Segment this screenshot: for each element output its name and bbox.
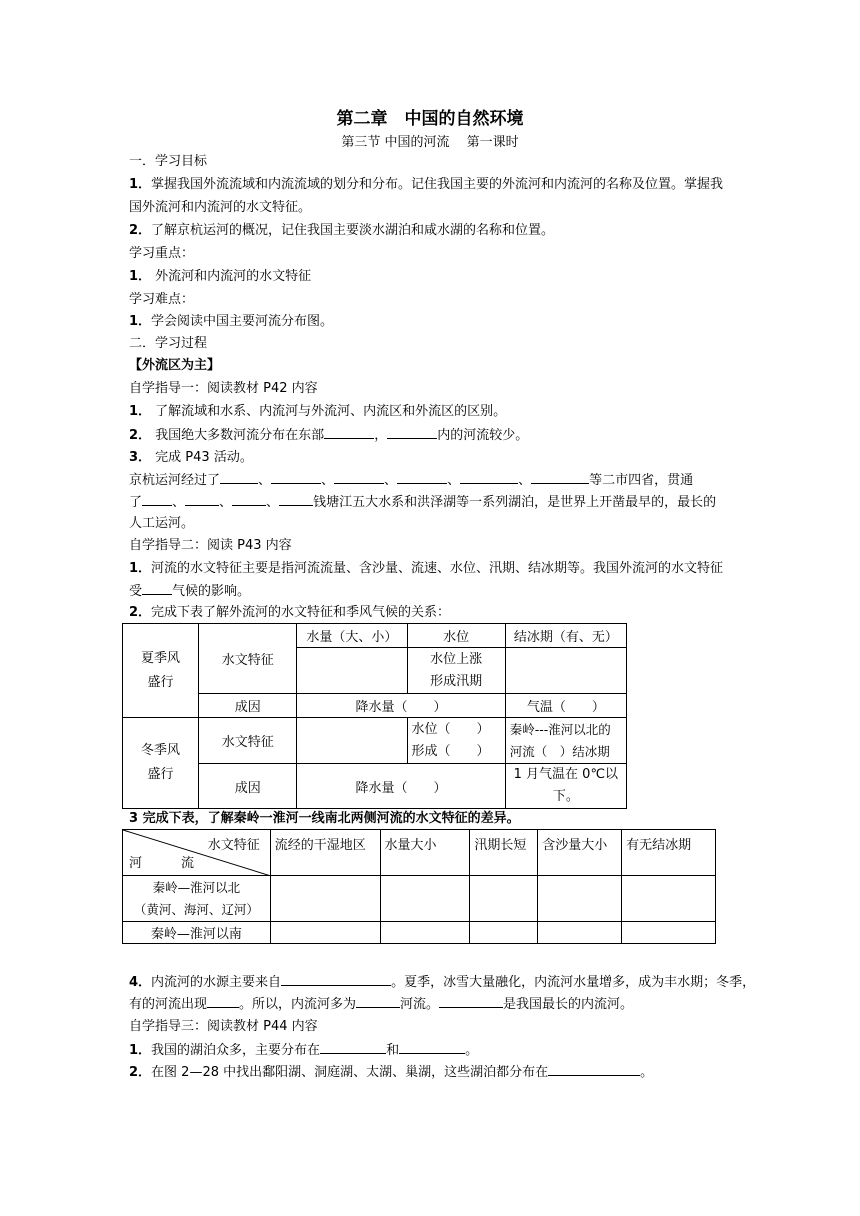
guide-2-item-3: 3 完成下表，了解秦岭一淮河一线南北两侧河流的水文特征的差异。 — [129, 811, 520, 826]
guide-1-item-3 — [129, 449, 253, 466]
fill-blank[interactable] — [220, 471, 258, 484]
summer-level-cell — [407, 648, 505, 694]
winter-level-line-1: 水位（ ） — [411, 721, 490, 737]
table-cell-answer[interactable] — [622, 876, 716, 922]
fill-blank[interactable] — [387, 426, 437, 439]
diagonal-header-cell — [123, 830, 271, 876]
monsoon-table — [122, 623, 627, 809]
fill-blank[interactable] — [207, 995, 239, 1008]
fill-blank[interactable] — [320, 1041, 386, 1054]
winter-cause-label: 成因 — [199, 764, 297, 809]
guide-2-item-1-text-c: 气候的影响。 — [172, 584, 251, 599]
fill-blank[interactable] — [399, 1041, 465, 1054]
summer-monsoon-cell — [123, 624, 199, 718]
summer-monsoon-label: 夏季风盛行 — [141, 650, 181, 690]
key-points-label: 学习重点： — [129, 246, 195, 261]
diagonal-header-top: 水文特征 — [207, 838, 260, 853]
guide-2-item-4-text-d: 。所以，内流河多为 — [239, 997, 357, 1012]
canal-text-b: 等二市四省，贯通 — [589, 473, 694, 488]
separator: 、 — [321, 473, 335, 488]
guide-2-item-4-cont — [129, 995, 633, 1013]
north-row-label — [123, 876, 271, 922]
difficulty-1 — [129, 313, 333, 330]
chapter-title: 第二章 中国的自然环境 — [336, 109, 524, 129]
fill-blank[interactable] — [334, 471, 384, 484]
guide-2-item-4-text-c: 有的河流出现 — [129, 997, 208, 1012]
winter-rain-cell: 降水量（ ） — [297, 764, 505, 809]
col-header-ice: 有无结冰期 — [622, 830, 716, 876]
separator: 、 — [219, 495, 233, 510]
guide-2-item-4-text-b: 。夏季，冰雪大量融化，内流河水量增多，成为丰水期；冬季， — [391, 975, 756, 990]
qinling-table — [122, 829, 716, 944]
guide-3-item-2 — [129, 1063, 653, 1081]
north-label-line-1: 秦岭—淮河以北 — [152, 879, 241, 895]
guide-3-item-1-text-b: 和 — [386, 1043, 400, 1058]
guide-2-heading: 自学指导二：阅读 P43 内容 — [129, 538, 292, 553]
header-ice-period: 结冰期（有、无） — [505, 624, 626, 648]
guide-2-item-4 — [129, 973, 755, 991]
winter-monsoon-label: 冬季风盛行 — [141, 743, 181, 782]
table-cell-answer[interactable] — [538, 876, 622, 922]
key-point-1 — [129, 268, 311, 285]
summer-feature-label: 水文特征 — [199, 624, 297, 694]
guide-1-heading: 自学指导一：阅读教材 P42 内容 — [129, 381, 318, 396]
guide-1-item-2-text-b: ， — [374, 428, 388, 443]
guide-2-item-2 — [129, 604, 450, 621]
guide-1-item-2-text-c: 内的河流较少。 — [437, 428, 529, 443]
winter-level-line-2: 形成（ ） — [411, 743, 490, 759]
separator: 、 — [258, 473, 272, 488]
summer-level-line-1: 水位上涨 — [430, 651, 483, 667]
separator: 、 — [384, 473, 398, 488]
guide-1-item-2 — [129, 426, 528, 444]
guide-2-item-4-text-f: 是我国最长的内流河。 — [503, 997, 634, 1012]
winter-ice-cell — [505, 718, 626, 764]
fill-blank[interactable] — [185, 493, 219, 506]
summer-water-answer[interactable] — [297, 648, 407, 694]
winter-temp-line-2: 下。 — [552, 789, 579, 804]
winter-monsoon-cell — [123, 718, 199, 809]
guide-2-item-2-text: 完成下表了解外流河的水文特征和季风气候的关系： — [151, 605, 451, 620]
winter-feature-label: 水文特征 — [199, 718, 297, 764]
guide-3-item-1-number: 1． — [129, 1043, 152, 1058]
table-cell-answer[interactable] — [270, 876, 380, 922]
guide-2-item-4-number: 4． — [129, 975, 152, 990]
fill-blank[interactable] — [460, 471, 518, 484]
section-heading-goals: 一．学习目标 — [129, 154, 208, 169]
canal-line-1 — [129, 471, 693, 489]
south-row-label: 秦岭—淮河以南 — [123, 922, 271, 944]
guide-1-item-1-number: 1． — [129, 404, 152, 419]
guide-2-item-4-text-a: 内流河的水源主要来自 — [151, 975, 282, 990]
north-label-line-2: （黄河、海河、辽河） — [133, 901, 259, 917]
difficulty-label: 学习难点： — [129, 292, 195, 307]
guide-2-item-2-number: 2． — [129, 605, 152, 620]
guide-3-item-2-text-b: 。 — [640, 1065, 654, 1080]
guide-1-item-2-text-a: 我国绝大多数河流分布在东部 — [151, 428, 325, 443]
guide-2-item-1-cont — [129, 582, 250, 600]
difficulty-1-number: 1． — [129, 314, 152, 329]
key-point-1-text: 外流河和内流河的水文特征 — [151, 269, 312, 284]
fill-blank[interactable] — [548, 1063, 640, 1076]
goal-1-line-1 — [129, 176, 723, 193]
table-cell-answer[interactable] — [538, 922, 622, 944]
canal-text-a: 京杭运河经过了 — [129, 473, 221, 488]
guide-3-heading: 自学指导三：阅读教材 P44 内容 — [129, 1019, 318, 1034]
canal-2-text-b: 钱塘江五大水系和洪泽湖等一系列湖泊，是世界上开凿最早的，最长的 — [313, 495, 717, 510]
guide-2-item-1-text: 河流的水文特征主要是指河流流量、含沙量、流速、水位、汛期、结冰期等。我国外流河的水文特征 — [151, 561, 724, 576]
goal-2-line — [129, 222, 554, 239]
table-cell-answer[interactable] — [270, 922, 380, 944]
table-cell-answer[interactable] — [380, 876, 470, 922]
canal-line-3: 人工运河。 — [129, 516, 195, 531]
goal-2-number: 2． — [129, 223, 152, 238]
table-cell-answer[interactable] — [380, 922, 470, 944]
goal-2-text: 了解京杭运河的概况，记住我国主要淡水湖泊和咸水湖的名称和位置。 — [151, 223, 555, 238]
col-header-sediment: 含沙量大小 — [538, 830, 622, 876]
winter-ice-line-1: 秦岭---淮河以北的 — [509, 721, 611, 737]
goal-1-line-2: 国外流河和内流河的水文特征。 — [129, 200, 312, 215]
fill-blank[interactable] — [142, 582, 172, 595]
separator: 、 — [518, 473, 532, 488]
fill-blank[interactable] — [439, 995, 503, 1008]
guide-3-item-1-text-a: 我国的湖泊众多，主要分布在 — [151, 1043, 321, 1058]
guide-2-item-1-number: 1． — [129, 561, 152, 576]
separator: 、 — [172, 495, 186, 510]
guide-1-item-1 — [129, 403, 506, 420]
header-water-level: 水位 — [407, 624, 505, 648]
summer-cause-label: 成因 — [199, 694, 297, 718]
fill-blank[interactable] — [232, 493, 266, 506]
separator: 、 — [447, 473, 461, 488]
guide-3-item-2-text-a: 在图 2—28 中找出鄱阳湖、洞庭湖、太湖、巢湖，这些湖泊都分布在 — [151, 1065, 549, 1080]
col-header-flood-length: 汛期长短 — [470, 830, 538, 876]
table-cell-answer[interactable] — [470, 922, 538, 944]
col-header-volume: 水量大小 — [380, 830, 470, 876]
guide-2-item-4-text-e: 河流。 — [400, 997, 440, 1012]
table-cell-answer[interactable] — [470, 876, 538, 922]
goal-1-number: 1． — [129, 177, 152, 192]
goal-1-text-a: 掌握我国外流流域和内流流域的划分和分布。记住我国主要的外流河和内流河的名称及位置。掌握我 — [151, 177, 724, 192]
section-heading-process: 二．学习过程 — [129, 336, 208, 351]
winter-level-cell — [407, 718, 505, 764]
fill-blank[interactable] — [279, 493, 313, 506]
winter-temp-cell — [505, 764, 626, 809]
exterior-heading: 【外流区为主】 — [129, 358, 221, 373]
separator: 、 — [266, 495, 280, 510]
guide-1-item-3-number: 3． — [129, 450, 152, 465]
winter-water-answer[interactable] — [297, 718, 407, 764]
guide-2-item-1 — [129, 560, 723, 577]
winter-ice-line-2: 河流（ ）结冰期 — [509, 743, 610, 759]
guide-1-item-3-text: 完成 P43 活动。 — [151, 450, 253, 465]
guide-3-item-2-number: 2． — [129, 1065, 152, 1080]
difficulty-1-text: 学会阅读中国主要河流分布图。 — [151, 314, 334, 329]
guide-3-item-1-text-c: 。 — [465, 1043, 479, 1058]
canal-line-2 — [129, 493, 716, 511]
winter-temp-line-1: 1 月气温在 0℃以 — [513, 767, 619, 782]
summer-rain-cell: 降水量（ ） — [297, 694, 505, 718]
summer-temp-cell: 气温（ ） — [505, 694, 626, 718]
guide-2-item-1-text-b: 受 — [129, 584, 143, 599]
diagonal-header-bottom: 河 流 — [129, 856, 195, 871]
key-point-1-number: 1． — [129, 269, 152, 284]
guide-1-item-2-number: 2． — [129, 428, 152, 443]
header-water-volume: 水量（大、小） — [297, 624, 407, 648]
fill-blank[interactable] — [324, 426, 374, 439]
fill-blank[interactable] — [281, 973, 391, 986]
fill-blank[interactable] — [142, 493, 172, 506]
fill-blank[interactable] — [397, 471, 447, 484]
guide-1-item-1-text: 了解流域和水系、内流河与外流河、内流区和外流区的区别。 — [151, 404, 507, 419]
canal-2-text-a: 了 — [129, 495, 143, 510]
col-header-dry-wet: 流经的干湿地区 — [270, 830, 380, 876]
fill-blank[interactable] — [356, 995, 400, 1008]
guide-3-item-1 — [129, 1041, 478, 1059]
summer-level-line-2: 形成汛期 — [430, 673, 483, 689]
fill-blank[interactable] — [531, 471, 589, 484]
summer-ice-answer[interactable] — [505, 648, 626, 694]
table-cell-answer[interactable] — [622, 922, 716, 944]
fill-blank[interactable] — [271, 471, 321, 484]
section-subtitle: 第三节 中国的河流 第一课时 — [341, 135, 519, 150]
